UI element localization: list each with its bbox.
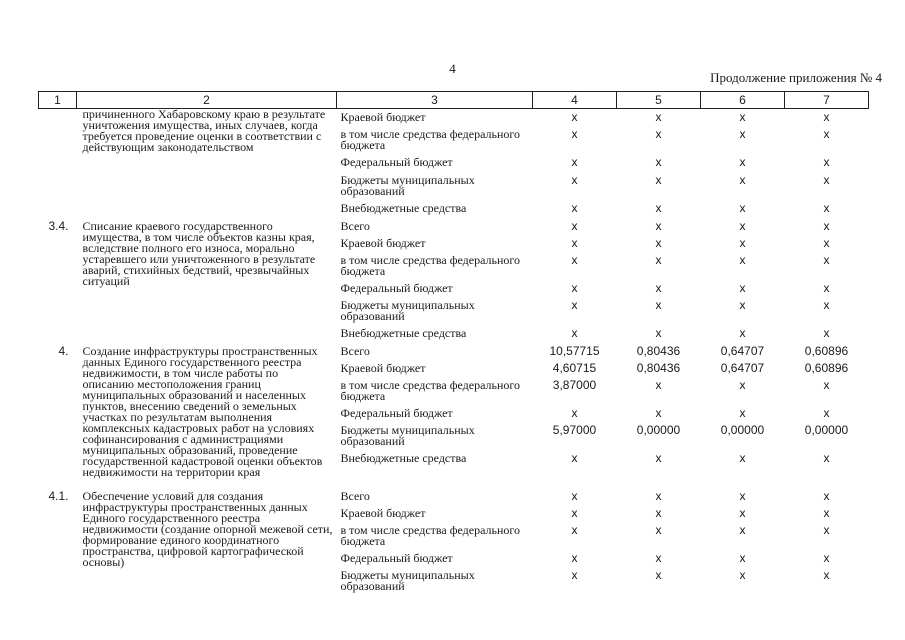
value-col-7: x: [823, 567, 830, 582]
value-col-6: x: [739, 280, 746, 295]
funding-source: Краевой бюджет: [340, 110, 426, 124]
value-col-6: 0,64707: [720, 343, 765, 358]
funding-source: Краевой бюджет: [340, 360, 426, 375]
value-col-5: x: [655, 325, 662, 340]
value-col-6: x: [739, 505, 746, 520]
value-col-7: x: [823, 110, 830, 124]
value-col-6: x: [739, 325, 746, 340]
value-col-4: x: [571, 405, 578, 420]
row-number: 3.4.: [48, 218, 69, 233]
value-col-5: x: [655, 172, 662, 187]
funding-source: Федеральный бюджет: [340, 280, 453, 295]
value-col-6: x: [739, 172, 746, 187]
value-col-7: x: [823, 200, 830, 215]
value-col-5: x: [655, 567, 662, 582]
table-row: [39, 218, 869, 235]
row-number: 4.: [58, 343, 69, 358]
value-col-7: 0,60896: [804, 360, 849, 375]
value-col-4: 4,60715: [552, 360, 597, 375]
value-col-4: x: [571, 505, 578, 520]
measure-name: Списание краевого государственного имущества, в том числе объектов казны края, вследствие полного его износа, морально устаревшего или уничтоженного в результате аварий, стихийных бедствий, чрезвычайных ситуаций: [82, 218, 316, 288]
value-col-5: x: [655, 110, 662, 124]
value-col-5: x: [655, 405, 662, 420]
value-col-4: x: [571, 522, 578, 537]
page-number: 4: [449, 61, 456, 76]
value-col-6: x: [739, 377, 746, 392]
value-col-7: x: [823, 252, 830, 267]
table-header-row: [39, 92, 869, 109]
value-col-6: x: [739, 405, 746, 420]
funding-source: в том числе средства федерального бюджета: [340, 377, 521, 403]
funding-source: Федеральный бюджет: [340, 154, 453, 169]
value-col-4: x: [571, 110, 578, 124]
funding-source: Внебюджетные средства: [340, 325, 467, 340]
funding-source: Бюджеты муниципальных образований: [340, 297, 475, 323]
value-col-5: x: [655, 252, 662, 267]
value-col-6: x: [739, 154, 746, 169]
value-col-5: 0,80436: [636, 343, 681, 358]
value-col-4: x: [571, 218, 578, 233]
value-col-7: x: [823, 405, 830, 420]
value-col-4: x: [571, 325, 578, 340]
funding-source: в том числе средства федерального бюджета: [340, 522, 521, 548]
table-row: [39, 109, 869, 126]
value-col-6: x: [739, 297, 746, 312]
value-col-7: x: [823, 505, 830, 520]
header-col-1: 1: [39, 92, 77, 109]
header-col-6: 6: [701, 92, 785, 109]
value-col-5: x: [655, 550, 662, 565]
value-col-4: 10,57715: [549, 343, 600, 358]
table-row: [39, 343, 869, 360]
funding-source: Краевой бюджет: [340, 235, 426, 250]
value-col-5: x: [655, 505, 662, 520]
row-number: 4.1.: [48, 488, 69, 503]
value-col-5: 0,00000: [636, 422, 681, 437]
value-col-7: 0,60896: [804, 343, 849, 358]
row-number: [39, 109, 77, 218]
value-col-4: x: [571, 172, 578, 187]
measure-name: причиненного Хабаровскому краю в результате уничтожения имущества, иных случаев, когда требуется проведение оценки в соответствии с действующим законодательством: [82, 107, 326, 154]
table-row: [39, 488, 869, 505]
value-col-4: x: [571, 567, 578, 582]
value-col-5: x: [655, 280, 662, 295]
measure-name: Обеспечение условий для создания инфраструктуры пространственных данных Единого государственного реестра недвижимости (создание опорной межевой сети, формирование единого координатного пространства, цифровой картографической основы): [82, 488, 333, 569]
value-col-4: x: [571, 252, 578, 267]
value-col-4: x: [571, 200, 578, 215]
value-col-4: x: [571, 450, 578, 465]
value-col-5: x: [655, 126, 662, 141]
value-col-5: x: [655, 200, 662, 215]
value-col-5: x: [655, 450, 662, 465]
value-col-6: x: [739, 488, 746, 503]
value-col-4: 5,97000: [552, 422, 597, 437]
funding-source: Внебюджетные средства: [340, 200, 467, 215]
header-col-5: 5: [617, 92, 701, 109]
funding-source: Всего: [340, 218, 370, 233]
header-col-2: 2: [77, 92, 337, 109]
funding-source: Бюджеты муниципальных образований: [340, 172, 475, 198]
budget-table: [38, 91, 869, 595]
value-col-5: x: [655, 488, 662, 503]
funding-source: Всего: [340, 488, 370, 503]
value-col-5: x: [655, 235, 662, 250]
value-col-6: x: [739, 550, 746, 565]
value-col-7: x: [823, 377, 830, 392]
value-col-7: x: [823, 325, 830, 340]
funding-source: в том числе средства федерального бюджета: [340, 126, 521, 152]
value-col-4: x: [571, 297, 578, 312]
value-col-7: 0,00000: [804, 422, 849, 437]
value-col-5: x: [655, 218, 662, 233]
value-col-6: 0,64707: [720, 360, 765, 375]
value-col-6: x: [739, 450, 746, 465]
value-col-4: x: [571, 126, 578, 141]
value-col-6: x: [739, 522, 746, 537]
header-col-4: 4: [533, 92, 617, 109]
value-col-5: x: [655, 297, 662, 312]
value-col-6: 0,00000: [720, 422, 765, 437]
value-col-7: x: [823, 218, 830, 233]
value-col-6: x: [739, 200, 746, 215]
value-col-7: x: [823, 297, 830, 312]
value-col-4: x: [571, 280, 578, 295]
value-col-5: x: [655, 154, 662, 169]
value-col-4: 3,87000: [552, 377, 597, 392]
funding-source: Краевой бюджет: [340, 505, 426, 520]
value-col-7: x: [823, 126, 830, 141]
value-col-7: x: [823, 235, 830, 250]
funding-source: Федеральный бюджет: [340, 550, 453, 565]
value-col-6: x: [739, 110, 746, 124]
funding-source: Бюджеты муниципальных образований: [340, 567, 475, 593]
funding-source: Всего: [340, 343, 370, 358]
value-col-7: x: [823, 550, 830, 565]
header-col-7: 7: [785, 92, 869, 109]
funding-source: в том числе средства федерального бюджета: [340, 252, 521, 278]
value-col-4: x: [571, 550, 578, 565]
value-col-5: 0,80436: [636, 360, 681, 375]
value-col-7: x: [823, 450, 830, 465]
continuation-caption: Продолжение приложения № 4: [710, 70, 882, 85]
value-col-6: x: [739, 252, 746, 267]
value-col-7: x: [823, 488, 830, 503]
value-col-6: x: [739, 218, 746, 233]
header-col-3: 3: [337, 92, 533, 109]
value-col-7: x: [823, 154, 830, 169]
value-col-6: x: [739, 126, 746, 141]
value-col-5: x: [655, 522, 662, 537]
funding-source: Федеральный бюджет: [340, 405, 453, 420]
measure-name: Создание инфраструктуры пространственных данных Единого государственного реестра недвижимости, в том числе работы по описанию местоположения границ муниципальных образований и населенных пунктов, внесению сведений о земельных участках по результатам выполнения комплексных кадастровых работ на условиях софинансирования с администрациями муниципальных образований, проведение государственной кадастровой оценки объектов недвижимости на территории края: [82, 343, 323, 479]
value-col-4: x: [571, 488, 578, 503]
value-col-7: x: [823, 522, 830, 537]
value-col-6: x: [739, 235, 746, 250]
value-col-7: x: [823, 172, 830, 187]
table-body: [39, 109, 869, 595]
value-col-4: x: [571, 154, 578, 169]
funding-source: Бюджеты муниципальных образований: [340, 422, 475, 448]
funding-source: Внебюджетные средства: [340, 450, 467, 465]
value-col-6: x: [739, 567, 746, 582]
value-col-4: x: [571, 235, 578, 250]
value-col-5: x: [655, 377, 662, 392]
value-col-7: x: [823, 280, 830, 295]
